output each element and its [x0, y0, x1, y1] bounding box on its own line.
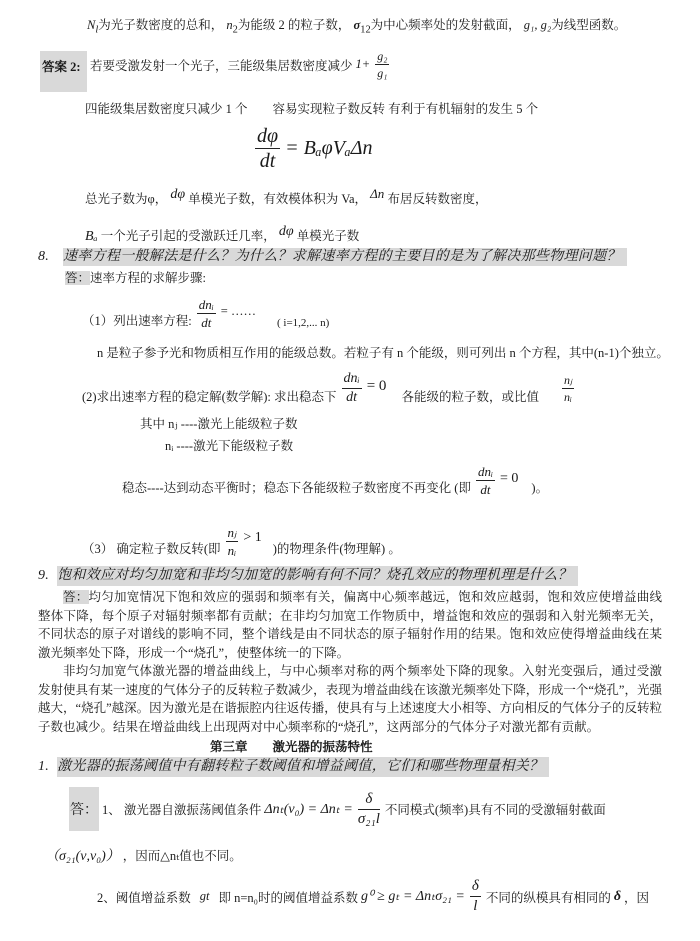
step2-label: (2)求出速率方程的稳定解(数学解): 求出稳态下	[82, 390, 337, 404]
a1-row	[69, 787, 662, 831]
text: 均匀加宽情况下饱和效应的强弱和频率有关，偏离中心频率越远，饱和效应越弱，饱和效应使增益曲线整体下降，每个原子对辐射频率都有贡献；在非均匀加宽工作物质中，增益饱和效应的强弱和入射光频率无关，不同状态的原子对谱线的影响不同，整个谱线是由不同状态的原子辐射作用的结果。饱和效应使得增益曲线在某激光频率处下降，形成一个“烧孔”，使整体统一的下降。	[38, 590, 662, 660]
denominator: l	[473, 898, 478, 914]
symbol-g: g₁, g₂	[523, 18, 552, 32]
denominator: g₁	[377, 66, 388, 80]
text: 即 n=n₀时的阈值增益系数	[218, 890, 359, 905]
step2-mid: 各能级的粒子数，或比值	[401, 390, 539, 404]
q1-number: 1.	[38, 759, 50, 774]
numerator: dnᵢ	[342, 372, 362, 389]
a1-tail: 不同模式(频率)具有不同的受激辐射截面	[384, 803, 606, 817]
symbol-delta: δ	[613, 888, 622, 904]
step1-rhs: = ……	[220, 304, 256, 318]
text: 速率方程的求解步骤:	[90, 271, 206, 285]
equation-dphi-dt	[253, 126, 373, 171]
q8-question: 速率方程一般解法是什么？为什么？求解速率方程的主要目的是为了解决那些物理问题？	[63, 248, 627, 266]
symbol-gt: gt	[199, 889, 210, 903]
steady-text: 稳态----达到动态平衡时；稳态下各能级粒子数密度不再变化 (即	[122, 481, 471, 495]
symbol-sub: 12	[360, 24, 371, 36]
step2-rhs: = 0	[366, 378, 387, 394]
step1-note: n 是粒子参予光和物质相互作用的能级总数。若粒子有 n 个能级，则可列出 n 个方程，其中(n-1)个独立。	[97, 346, 669, 360]
numerator: dnᵢ	[477, 464, 494, 479]
text: 总光子数为φ，	[85, 192, 168, 207]
step3-fraction	[226, 526, 239, 557]
step3-close: )的物理条件(物理解) 。	[272, 542, 401, 556]
threshold-expr: Δnₜ(ν₀) = Δnₜ =	[264, 801, 353, 817]
gain-expr: g⁰ ≥ gₜ = Δnₜσ₂₁ =	[361, 889, 465, 904]
nj-note: 其中 nⱼ ----激光上能级粒子数	[140, 417, 298, 431]
a1-text: 1、 激光器自激振荡阈值条件	[102, 803, 262, 817]
step3-label: （3） 确定粒子数反转(即	[82, 542, 221, 556]
answer2-line2: 四能级集居数密度只减少 1 个 容易实现粒子数反转 有利于有机辐射的发生 5 个	[85, 102, 539, 116]
q1-question: 激光器的振荡阈值中有翻转粒子数阈值和增益阈值，它们和哪些物理量相关？	[57, 757, 549, 777]
symbol-sigma: σ	[353, 18, 361, 32]
symbol-Ba: Bₐ	[85, 229, 98, 245]
step1-row	[82, 298, 329, 329]
q1-row	[38, 757, 662, 777]
a1-fraction	[358, 792, 380, 827]
text: 单模光子数	[296, 229, 360, 244]
step3-row	[82, 526, 401, 557]
answer-label: 答：	[65, 271, 91, 285]
answer2-line3	[85, 186, 487, 207]
answer-label: 答：	[63, 590, 89, 604]
symbol-dphi: dφ	[278, 224, 294, 239]
text: 2、阈值增益系数	[97, 890, 191, 905]
numerator: δ	[358, 792, 380, 810]
a2-line	[97, 879, 662, 914]
text: 一个光子引起的受激跃迁几率，	[100, 229, 276, 244]
fraction-g2-g1	[375, 50, 389, 79]
a2-fraction	[470, 879, 481, 914]
steady-rhs: = 0	[500, 471, 519, 486]
a1-label: 答：	[69, 787, 99, 831]
denominator: dt	[259, 150, 276, 172]
numerator: g₂	[377, 49, 388, 63]
q9-question: 饱和效应对均匀加宽和非均匀加宽的影响有何不同？烧孔效应的物理机理是什么？	[57, 566, 578, 586]
numerator: nⱼ	[563, 373, 573, 387]
steady-row	[122, 465, 548, 496]
symbol-dphi: dφ	[170, 187, 186, 202]
step2-row	[82, 372, 576, 405]
answer2-text	[90, 50, 391, 79]
step2-fraction	[342, 372, 362, 405]
equation-fraction	[255, 126, 280, 171]
text: ，因	[624, 890, 650, 905]
denominator: dt	[201, 315, 212, 330]
text: 若要受激发射一个光子，三能级集居数密度减少	[90, 58, 353, 73]
numerator: nⱼ	[227, 525, 237, 540]
denominator: dt	[480, 482, 491, 497]
numerator: δ	[470, 879, 481, 897]
ni-note: nᵢ ----激光下能级粒子数	[165, 439, 294, 453]
steady-fraction	[476, 465, 495, 496]
numerator: dφ	[257, 125, 279, 147]
q8-number: 8.	[38, 249, 50, 264]
answer2-label: 答案 2:	[42, 60, 81, 74]
symbol-n2: n	[226, 18, 233, 32]
text: 为线型函数。	[551, 18, 627, 32]
q9-answer-para1	[38, 588, 662, 662]
a1-line2	[45, 845, 662, 865]
text: 为光子数密度的总和，	[98, 18, 224, 32]
numerator: dnᵢ	[198, 297, 214, 312]
ratio-nj-ni	[562, 374, 574, 403]
q9-number: 9.	[38, 568, 50, 583]
expr: 1+	[355, 57, 371, 71]
definition-line	[87, 17, 626, 39]
step1-fraction	[197, 298, 216, 329]
text: 不同的纵模具有相同的	[485, 890, 611, 905]
text: 为能级 2 的粒子数，	[237, 18, 351, 32]
bottom-section	[38, 566, 662, 914]
sigma-expr: （σ₂₁(ν,ν₀)）	[45, 849, 120, 864]
text: 单模光子数，有效模体积为 Va，	[188, 192, 368, 207]
q9-answer-para2: 非均匀加宽气体激光器的增益曲线上，与中心频率对称的两个频率处下降的现象。入射光变强后，通过受激发射使具有某一速度的气体分子的反转粒子数减少，表现为增益曲线在该激光频率处下降，形成一个“烧孔”，光强越大，“烧孔”越深。因为激光是在谐振腔内往返传播，使具有与上述速度大小相等、方向相反的气体分子的反转粒子数也减少。结果在增益曲线上出现两对中心频率称的“烧孔”，这两部分的气体分子对激光都有贡献。	[38, 664, 662, 734]
steady-close: )。	[531, 481, 549, 495]
step1-range: ( i=1,2,... n)	[276, 317, 330, 329]
denominator: dt	[346, 390, 358, 405]
answer2-line4	[85, 224, 359, 245]
step1-label: （1）列出速率方程:	[82, 314, 192, 328]
denominator: nᵢ	[227, 543, 237, 558]
denominator: nᵢ	[564, 390, 572, 404]
text: 布居反转数密度，	[387, 192, 488, 207]
symbol-sub: l	[95, 24, 99, 36]
equation-rhs: = BₐφVₐΔn	[285, 137, 373, 159]
symbol-sub: 2	[232, 24, 238, 36]
symbol-Nl: N	[87, 18, 96, 32]
q9-row	[38, 566, 662, 586]
chapter-title: 第三章 激光器的振荡特性	[210, 740, 373, 754]
text: 为中心频率处的发射截面，	[370, 18, 521, 32]
symbol-delta-n: Δn	[370, 186, 385, 201]
text: ，因而△nₜ值也不同。	[122, 849, 242, 863]
q8-answer	[65, 270, 206, 286]
step3-rhs: > 1	[243, 530, 262, 545]
denominator: σ₂₁l	[357, 810, 380, 827]
